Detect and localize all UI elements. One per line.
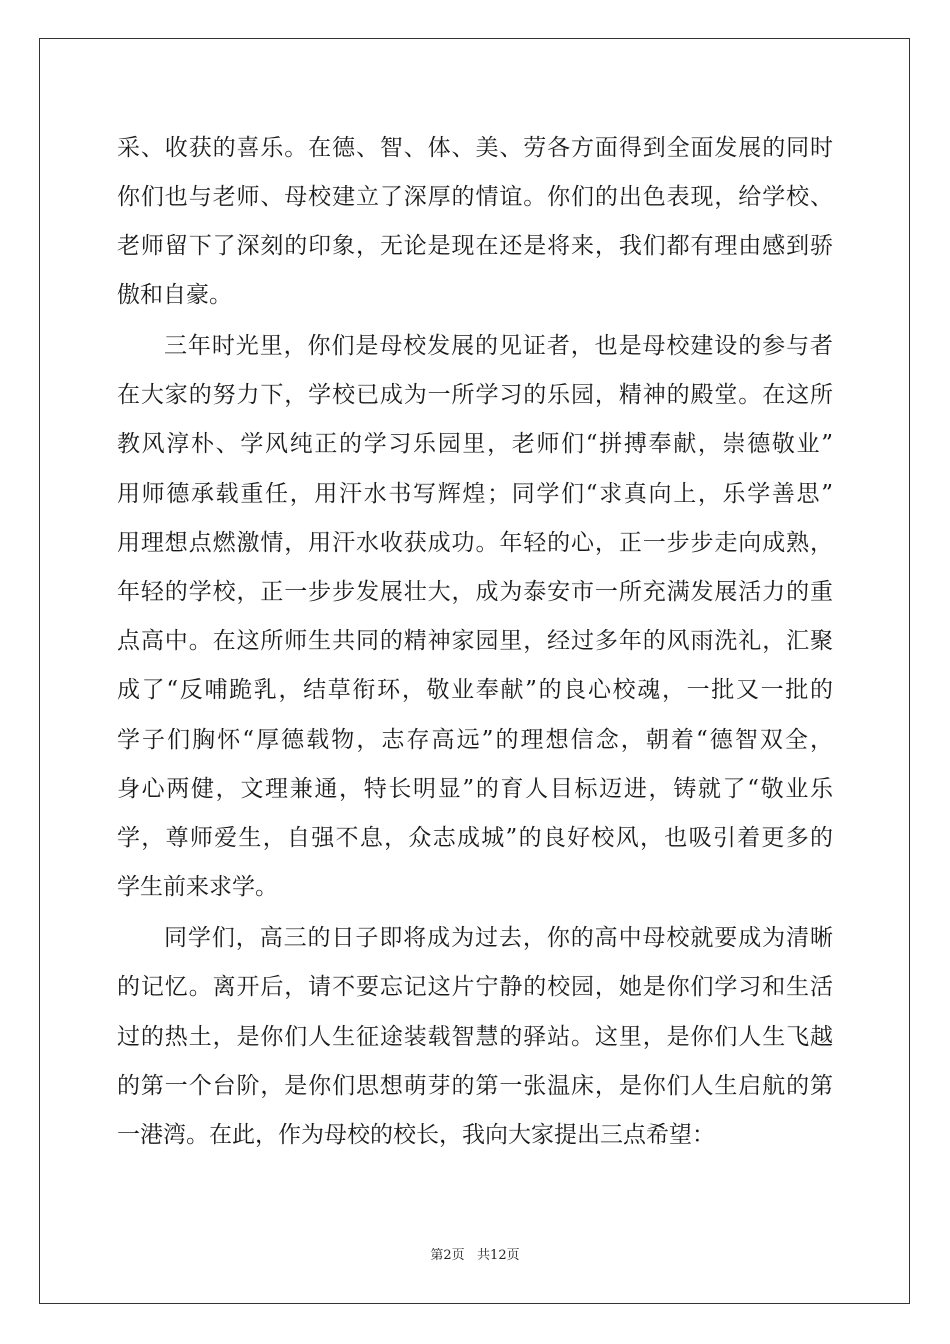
paragraph-first-line: 三年时光里，你们是母校发展的见证者，也是母校建设的参与者 <box>164 333 833 359</box>
text-line: 身心两健，文理兼通，特长明显”的育人目标迈进，铸就了“敬业乐 <box>117 776 833 802</box>
text-line: 年轻的学校，正一步步发展壮大，成为泰安市一所充满发展活力的重 <box>117 579 833 605</box>
text-line: 在大家的努力下，学校已成为一所学习的乐园，精神的殿堂。在这所 <box>117 382 833 408</box>
text-line: 傲和自豪。 <box>117 282 232 308</box>
text-line: 采、收获的喜乐。在德、智、体、美、劳各方面得到全面发展的同时 <box>117 135 833 161</box>
text-line: 点高中。在这所师生共同的精神家园里，经过多年的风雨洗礼，汇聚 <box>117 628 833 654</box>
text-line: 你们也与老师、母校建立了深厚的情谊。你们的出色表现，给学校、 <box>117 184 833 210</box>
page-number: 第2页 共12页 <box>430 1248 520 1263</box>
text-line: 过的热土，是你们人生征途装载智慧的驿站。这里，是你们人生飞越 <box>117 1024 833 1050</box>
text-line: 学子们胸怀“厚德载物，志存高远”的理想信念，朝着“德智双全， <box>117 727 833 753</box>
text-line: 用师德承载重任，用汗水书写辉煌；同学们“求真向上，乐学善思” <box>117 481 833 507</box>
text-line: 一港湾。在此，作为母校的校长，我向大家提出三点希望： <box>117 1122 715 1148</box>
text-line: 教风淳朴、学风纯正的学习乐园里，老师们“拼搏奉献，崇德敬业” <box>117 431 833 457</box>
text-line: 的记忆。离开后，请不要忘记这片宁静的校园，她是你们学习和生活 <box>117 974 833 1000</box>
text-line: 的第一个台阶，是你们思想萌芽的第一张温床，是你们人生启航的第 <box>117 1073 833 1099</box>
text-line: 学生前来求学。 <box>117 874 278 900</box>
text-line: 老师留下了深刻的印象，无论是现在还是将来，我们都有理由感到骄 <box>117 233 833 259</box>
text-line: 用理想点燃激情，用汗水收获成功。年轻的心，正一步步走向成熟， <box>117 530 833 556</box>
text-line: 学，尊师爱生，自强不息，众志成城”的良好校风，也吸引着更多的 <box>117 825 833 851</box>
text-line: 成了“反哺跪乳，结草衔环，敬业奉献”的良心校魂，一批又一批的 <box>117 677 833 703</box>
paragraph-first-line: 同学们，高三的日子即将成为过去，你的高中母校就要成为清晰 <box>164 925 833 951</box>
